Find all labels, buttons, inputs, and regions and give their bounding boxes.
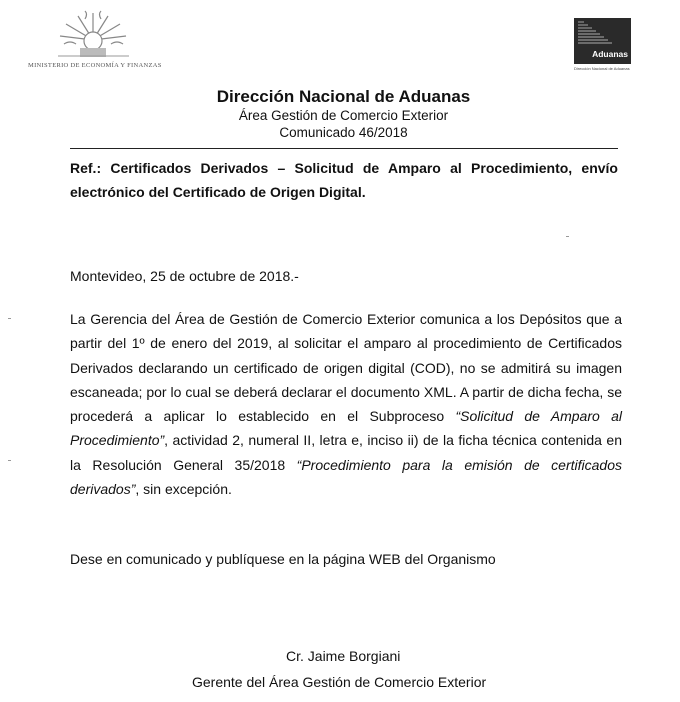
- scan-mark: [8, 318, 11, 319]
- scan-mark: [8, 460, 11, 461]
- agency-logo: [574, 18, 634, 71]
- resolution-title: “Procedimiento para la emisión de certificados derivados”: [70, 456, 622, 498]
- communique-number: Comunicado 46/2018: [279, 125, 408, 140]
- reference-line: Ref.: Certificados Derivados – Solicitud de Amparo al Procedimiento, envío electrónico del Certificado de Origen Digital.: [70, 160, 618, 200]
- agency-logo-label: Aduanas: [592, 49, 628, 59]
- agency-logo-subtext: Dirección Nacional de Aduanas: [574, 66, 630, 71]
- ministry-logo: [28, 10, 162, 69]
- document-header: [0, 87, 680, 141]
- body-text-part-3: , sin excepción.: [135, 481, 232, 498]
- signer-name: Cr. Jaime Borgiani: [286, 648, 401, 664]
- signer-role: Gerente del Área Gestión de Comercio Exterior: [192, 674, 487, 690]
- ministry-name: MINISTERIO DE ECONOMÍA Y FINANZAS: [28, 62, 162, 69]
- body-paragraph: [70, 307, 622, 501]
- body-text-part-1: La Gerencia del Área de Gestión de Comercio Exterior comunica a los Depósitos que a partir del 1º de enero del 2019, al solicitar el amparo al procedimiento de Certificados Derivados declarando un certificado de origen digital (COD), no se admitirá su imagen escaneada; por lo cual se deberá declarar el documento XML. A partir de dicha fecha, se procederá a aplicar lo establecido en el Subproceso: [70, 311, 622, 425]
- document-title: Dirección Nacional de Aduanas: [216, 87, 471, 106]
- body-text-part-2: , actividad 2, numeral II, letra e, inciso ii) de la ficha técnica contenida en la Resolución General 35/2018: [70, 432, 622, 473]
- header-divider: [70, 148, 618, 149]
- subprocess-title: “Solicitud de Amparo al Procedimiento”: [70, 408, 622, 449]
- scan-mark: [566, 236, 569, 237]
- closing-line: Dese en comunicado y publíquese en la página WEB del Organismo: [70, 551, 496, 567]
- sun-emblem-icon: [56, 10, 131, 60]
- document-date: Montevideo, 25 de octubre de 2018.-: [70, 268, 299, 284]
- area-name: Área Gestión de Comercio Exterior: [238, 108, 449, 123]
- agency-logo-box: [574, 18, 631, 64]
